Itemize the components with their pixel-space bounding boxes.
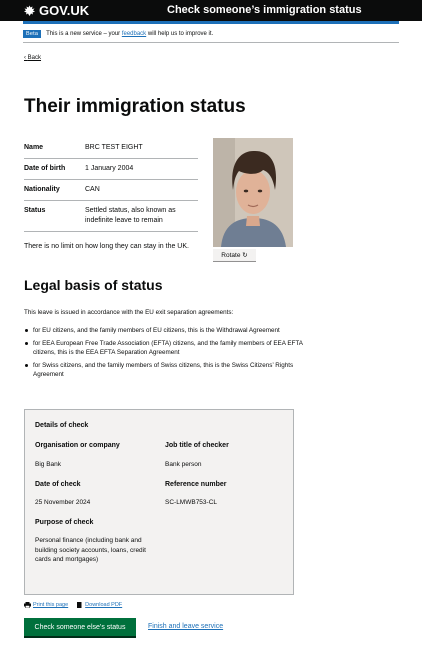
beta-text-after: will help us to improve it.: [147, 31, 214, 37]
print-link-label: Print this page: [33, 602, 69, 608]
details-title: Details of check: [35, 422, 89, 429]
purpose-label: Purpose of check: [35, 519, 94, 526]
org-value: Big Bank: [35, 461, 62, 468]
legal-list: [24, 326, 304, 383]
summary-row-status: [24, 201, 198, 232]
details-of-check-panel: [24, 409, 294, 595]
no-limit-text: There is no limit on how long they can stay in the UK.: [24, 243, 189, 250]
logo-text: GOV.UK: [39, 3, 90, 18]
person-photo-icon: [213, 138, 293, 247]
list-item: for Swiss citizens, and the family members of Swiss citizens, this is the Swiss Citizens’ Rights Agreement: [24, 361, 304, 380]
person-photo: [213, 138, 293, 247]
document-icon: [76, 602, 83, 608]
page-title: Their immigration status: [24, 96, 246, 117]
beta-tag: Beta: [23, 30, 41, 38]
back-link-label: Back: [27, 55, 42, 61]
reference-value: SC-LMWB753-CL: [165, 499, 218, 506]
govuk-header: [0, 0, 422, 21]
summary-key: Date of birth: [24, 165, 66, 172]
summary-value: Settled status, also known as indefinite leave to remain: [85, 207, 176, 224]
download-pdf-label: Download PDF: [85, 602, 123, 608]
date-label: Date of check: [35, 481, 81, 488]
finish-and-leave-link[interactable]: Finish and leave service: [148, 623, 224, 630]
summary-row-dob: [24, 159, 198, 180]
printer-icon: [24, 602, 31, 608]
service-name[interactable]: Check someone’s immigration status: [167, 4, 362, 16]
date-value: 25 November 2024: [35, 499, 91, 506]
legal-intro: This leave is issued in accordance with the EU exit separation agreements:: [24, 309, 234, 316]
summary-value: CAN: [85, 186, 100, 193]
org-label: Organisation or company: [35, 442, 120, 449]
summary-key: Nationality: [24, 186, 60, 193]
beta-text-before: This is a new service – your: [46, 31, 121, 37]
legal-heading: Legal basis of status: [24, 277, 163, 293]
back-link[interactable]: ‹ Back: [24, 55, 42, 61]
govuk-logo[interactable]: [23, 2, 89, 19]
feedback-link[interactable]: feedback: [121, 31, 147, 37]
summary-key: Status: [24, 207, 46, 214]
summary-list: [24, 138, 198, 232]
rotate-button[interactable]: Rotate ↻: [213, 249, 256, 262]
print-link[interactable]: [24, 602, 68, 608]
reference-label: Reference number: [165, 481, 227, 488]
download-pdf-link[interactable]: [76, 602, 122, 608]
check-someone-else-button[interactable]: Check someone else’s status: [24, 618, 136, 636]
job-title-value: Bank person: [165, 461, 202, 468]
summary-value: 1 January 2004: [85, 165, 134, 172]
purpose-value: Personal finance (including bank and building society accounts, loans, credit cards and mortgages): [35, 537, 146, 563]
page-actions: [24, 602, 122, 608]
header-accent-strip: [23, 21, 399, 24]
summary-key: Name: [24, 144, 44, 151]
summary-row-nationality: [24, 180, 198, 201]
list-item: for EEA European Free Trade Association (EFTA) citizens, and the family members of EEA EFTA citizens, this is the EEA EFTA Separation Agreement: [24, 339, 304, 358]
summary-row-name: [24, 138, 198, 159]
list-item: for EU citizens, and the family members of EU citizens, this is the Withdrawal Agreement: [24, 326, 304, 336]
summary-value: BRC TEST EIGHT: [85, 144, 143, 151]
beta-banner: [23, 27, 399, 41]
job-title-label: Job title of checker: [165, 442, 229, 449]
crown-icon: [23, 5, 36, 17]
divider: [23, 42, 399, 43]
